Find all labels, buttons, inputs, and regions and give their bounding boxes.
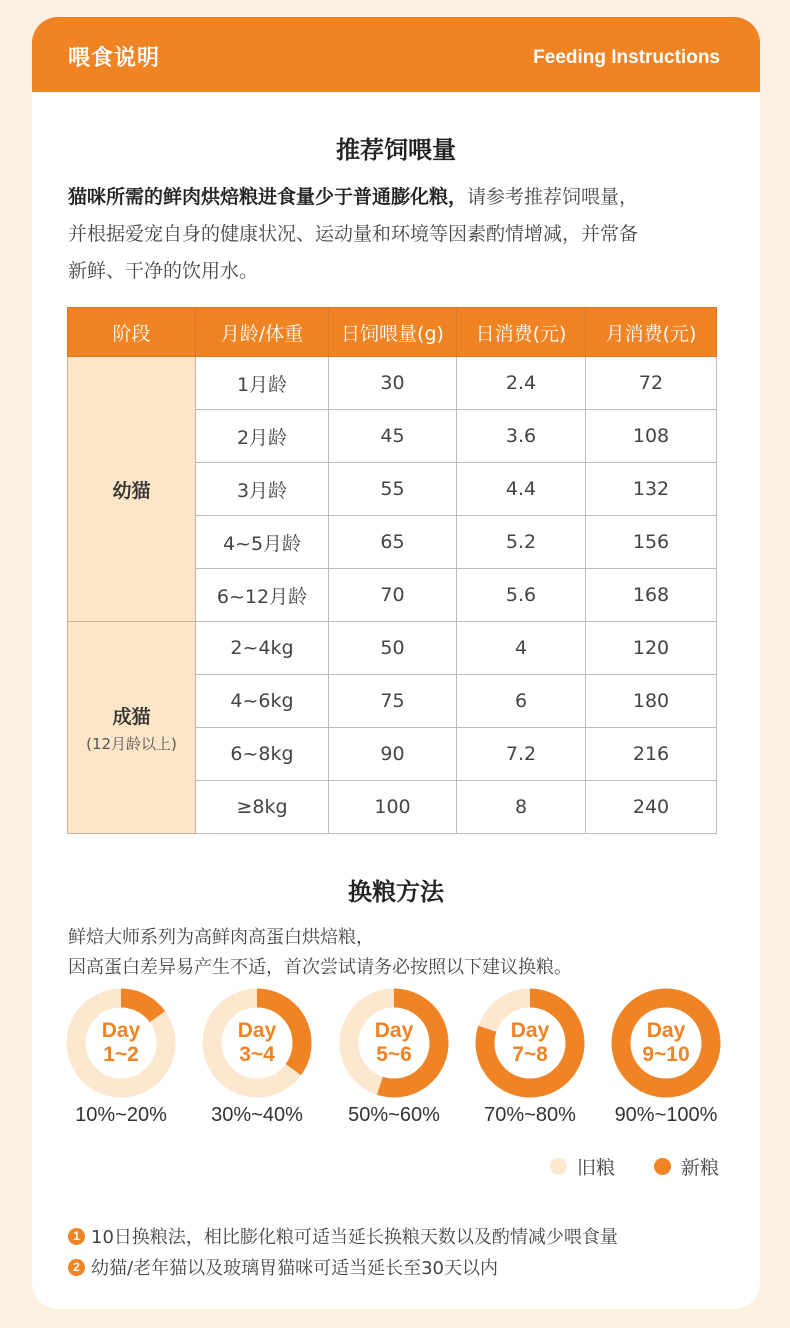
stage-kitten-label: 幼猫 [112,479,151,502]
table-cell: 50 [329,622,457,675]
note-2 [68,1254,498,1280]
ring-day-word: Day [374,1019,414,1042]
switch-intro [68,923,728,983]
ring-day-range: 3~4 [239,1043,275,1066]
table-cell: 4~6kg [196,675,329,728]
ring-percent-label: 10%~20% [75,1104,167,1126]
table-cell: 3月龄 [196,463,329,516]
legend-new-dot [654,1158,671,1175]
stage-adult-sublabel: (12月龄以上) [86,734,177,753]
table-header-cell: 日饲喂量(g) [329,308,457,357]
note-text: 10日换粮法，相比膨化粮可适当延长换粮天数以及酌情减少喂食量 [91,1227,618,1248]
intro-text-2: 并根据爱宠自身的健康状况、运动量和环境等因素酌情增减，并常备 [68,223,639,245]
table-header-cell: 月龄/体重 [196,308,329,357]
note-text: 幼猫/老年猫以及玻璃胃猫咪可适当延长至30天以内 [91,1258,498,1279]
note-number-badge: 2 [68,1259,85,1276]
table-cell: 90 [329,728,457,781]
intro-bold-text: 猫咪所需的鲜肉烘焙粮进食量少于普通膨化粮， [68,186,468,208]
table-row [68,357,717,410]
ring-day-range: 5~6 [376,1043,412,1066]
ring-percent-label: 70%~80% [484,1104,576,1126]
section-title-feeding-amount: 推荐饲喂量 [336,136,456,164]
legend-old-dot [550,1158,567,1175]
table-header-row [68,308,717,357]
table-header-cell: 日消费(元) [457,308,586,357]
ring-day-word: Day [510,1019,550,1042]
card-header [32,17,760,92]
table-cell: 75 [329,675,457,728]
table-cell: 3.6 [457,410,586,463]
ring-percent-label: 90%~100% [614,1104,718,1126]
stage-adult [68,622,196,834]
legend-old-food [550,1153,615,1180]
table-cell: 70 [329,569,457,622]
table-cell: 5.6 [457,569,586,622]
header-title-cn: 喂食说明 [68,46,161,71]
table-cell: 5.2 [457,516,586,569]
table-cell: 8 [457,781,586,834]
ring-day-9-10 [610,987,722,1099]
table-row [68,622,717,675]
table-cell: 45 [329,410,457,463]
section-title-food-switch: 换粮方法 [348,878,444,906]
table-cell: ≥8kg [196,781,329,834]
legend-new-food [654,1153,719,1180]
intro-text-1: 请参考推荐饲喂量， [467,186,639,208]
ring-percent-label: 50%~60% [348,1104,440,1126]
ring-day-range: 9~10 [642,1043,690,1066]
table-cell: 65 [329,516,457,569]
table-cell: 2.4 [457,357,586,410]
stage-kitten [68,357,196,622]
table-cell: 6 [457,675,586,728]
ring-day-range: 1~2 [103,1043,139,1066]
table-cell: 168 [586,569,717,622]
table-cell: 2~4kg [196,622,329,675]
ring-day-7-8 [474,987,586,1099]
feeding-table [67,307,717,834]
table-cell: 240 [586,781,717,834]
ring-percent-label: 30%~40% [211,1104,303,1126]
header-title-en: Feeding Instructions [533,47,720,68]
table-cell: 132 [586,463,717,516]
table-cell: 156 [586,516,717,569]
ring-day-3-4 [201,987,313,1099]
switch-intro-line2: 因高蛋白差异易产生不适，首次尝试请务必按照以下建议换粮。 [68,957,572,978]
feeding-intro [68,179,728,290]
table-cell: 4~5月龄 [196,516,329,569]
table-cell: 100 [329,781,457,834]
table-cell: 216 [586,728,717,781]
stage-adult-label: 成猫 [112,705,151,728]
table-cell: 108 [586,410,717,463]
table-cell: 1月龄 [196,357,329,410]
switch-intro-line1: 鲜焙大师系列为高鲜肉高蛋白烘焙粮， [68,927,374,948]
table-cell: 55 [329,463,457,516]
table-cell: 120 [586,622,717,675]
intro-text-3: 新鲜、干净的饮用水。 [68,260,259,282]
table-cell: 4 [457,622,586,675]
legend-new-label: 新粮 [681,1157,720,1179]
table-header-cell: 月消费(元) [586,308,717,357]
ring-day-range: 7~8 [512,1043,548,1066]
ring-day-word: Day [101,1019,141,1042]
ring-day-5-6 [338,987,450,1099]
note-number-badge: 1 [68,1228,85,1245]
table-cell: 6~8kg [196,728,329,781]
ring-day-word: Day [646,1019,686,1042]
ring-day-1-2 [65,987,177,1099]
table-cell: 7.2 [457,728,586,781]
note-1 [68,1223,618,1249]
table-cell: 6~12月龄 [196,569,329,622]
table-header-cell: 阶段 [68,308,196,357]
table-cell: 72 [586,357,717,410]
table-cell: 4.4 [457,463,586,516]
table-cell: 30 [329,357,457,410]
table-cell: 2月龄 [196,410,329,463]
legend-old-label: 旧粮 [577,1157,616,1179]
table-cell: 180 [586,675,717,728]
ring-day-word: Day [237,1019,277,1042]
